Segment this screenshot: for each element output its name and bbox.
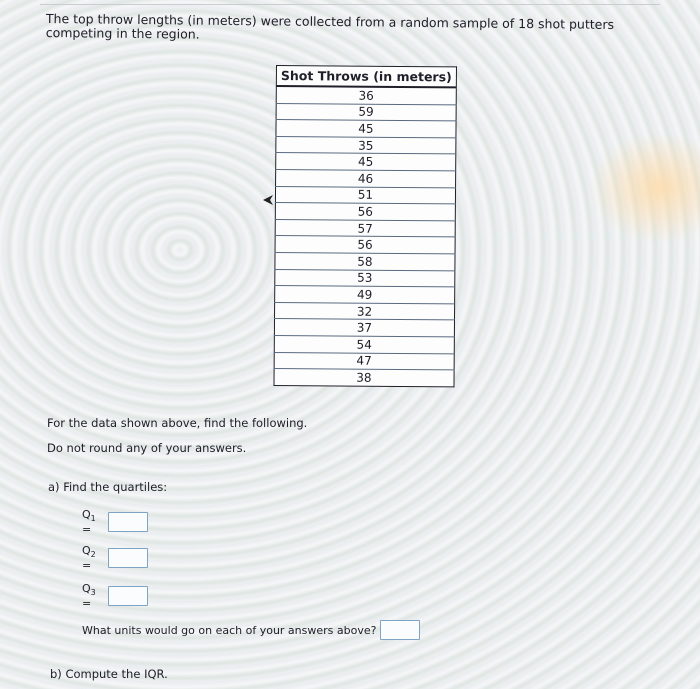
q2-row [82, 544, 148, 572]
table-cell: 45 [276, 153, 456, 171]
q2-label: $Q_2$ = [82, 544, 96, 573]
table-cell: 49 [275, 286, 455, 304]
units-input[interactable] [380, 620, 420, 640]
table-cell: 45 [276, 120, 456, 138]
table-cell: 54 [274, 335, 454, 353]
q3-row [82, 582, 148, 610]
q1-input[interactable] [108, 512, 148, 532]
table-cell: 51 [275, 186, 455, 204]
shot-throws-table [273, 65, 456, 387]
top-divider [40, 4, 660, 5]
table-cell: 56 [275, 236, 455, 254]
table-cell: 57 [275, 219, 455, 237]
table-cell: 47 [274, 352, 454, 370]
table-cell: 58 [275, 252, 455, 270]
q3-label: $Q_3$ = [82, 582, 96, 611]
table-cell: 53 [275, 269, 455, 287]
q3-input[interactable] [108, 586, 148, 606]
part-b-label: b) Compute the IQR. [50, 667, 168, 681]
part-a-label: a) Find the quartiles: [48, 480, 168, 494]
table-cell: 37 [274, 319, 454, 337]
q2-input[interactable] [108, 548, 148, 568]
table-cell: 46 [276, 169, 456, 187]
table-cell: 35 [276, 136, 456, 154]
mouse-cursor-icon [262, 194, 274, 206]
table-cell: 38 [274, 369, 454, 387]
table-cell: 59 [276, 103, 456, 121]
instruction-find: For the data shown above, find the following. [47, 416, 308, 430]
table-cell: 32 [275, 302, 455, 320]
instruction-no-round: Do not round any of your answers. [47, 441, 247, 455]
table-cell: 36 [276, 86, 456, 105]
units-question: What units would go on each of your answers above? [82, 623, 377, 637]
table-header: Shot Throws (in meters) [276, 66, 456, 88]
q1-label: $Q_1$ = [82, 508, 96, 537]
q1-row [82, 508, 148, 536]
problem-intro: The top throw lengths (in meters) were collected from a random sample of 18 shot putters competing in the region. [45, 11, 615, 42]
table-cell: 56 [275, 203, 455, 221]
units-row [82, 620, 420, 640]
